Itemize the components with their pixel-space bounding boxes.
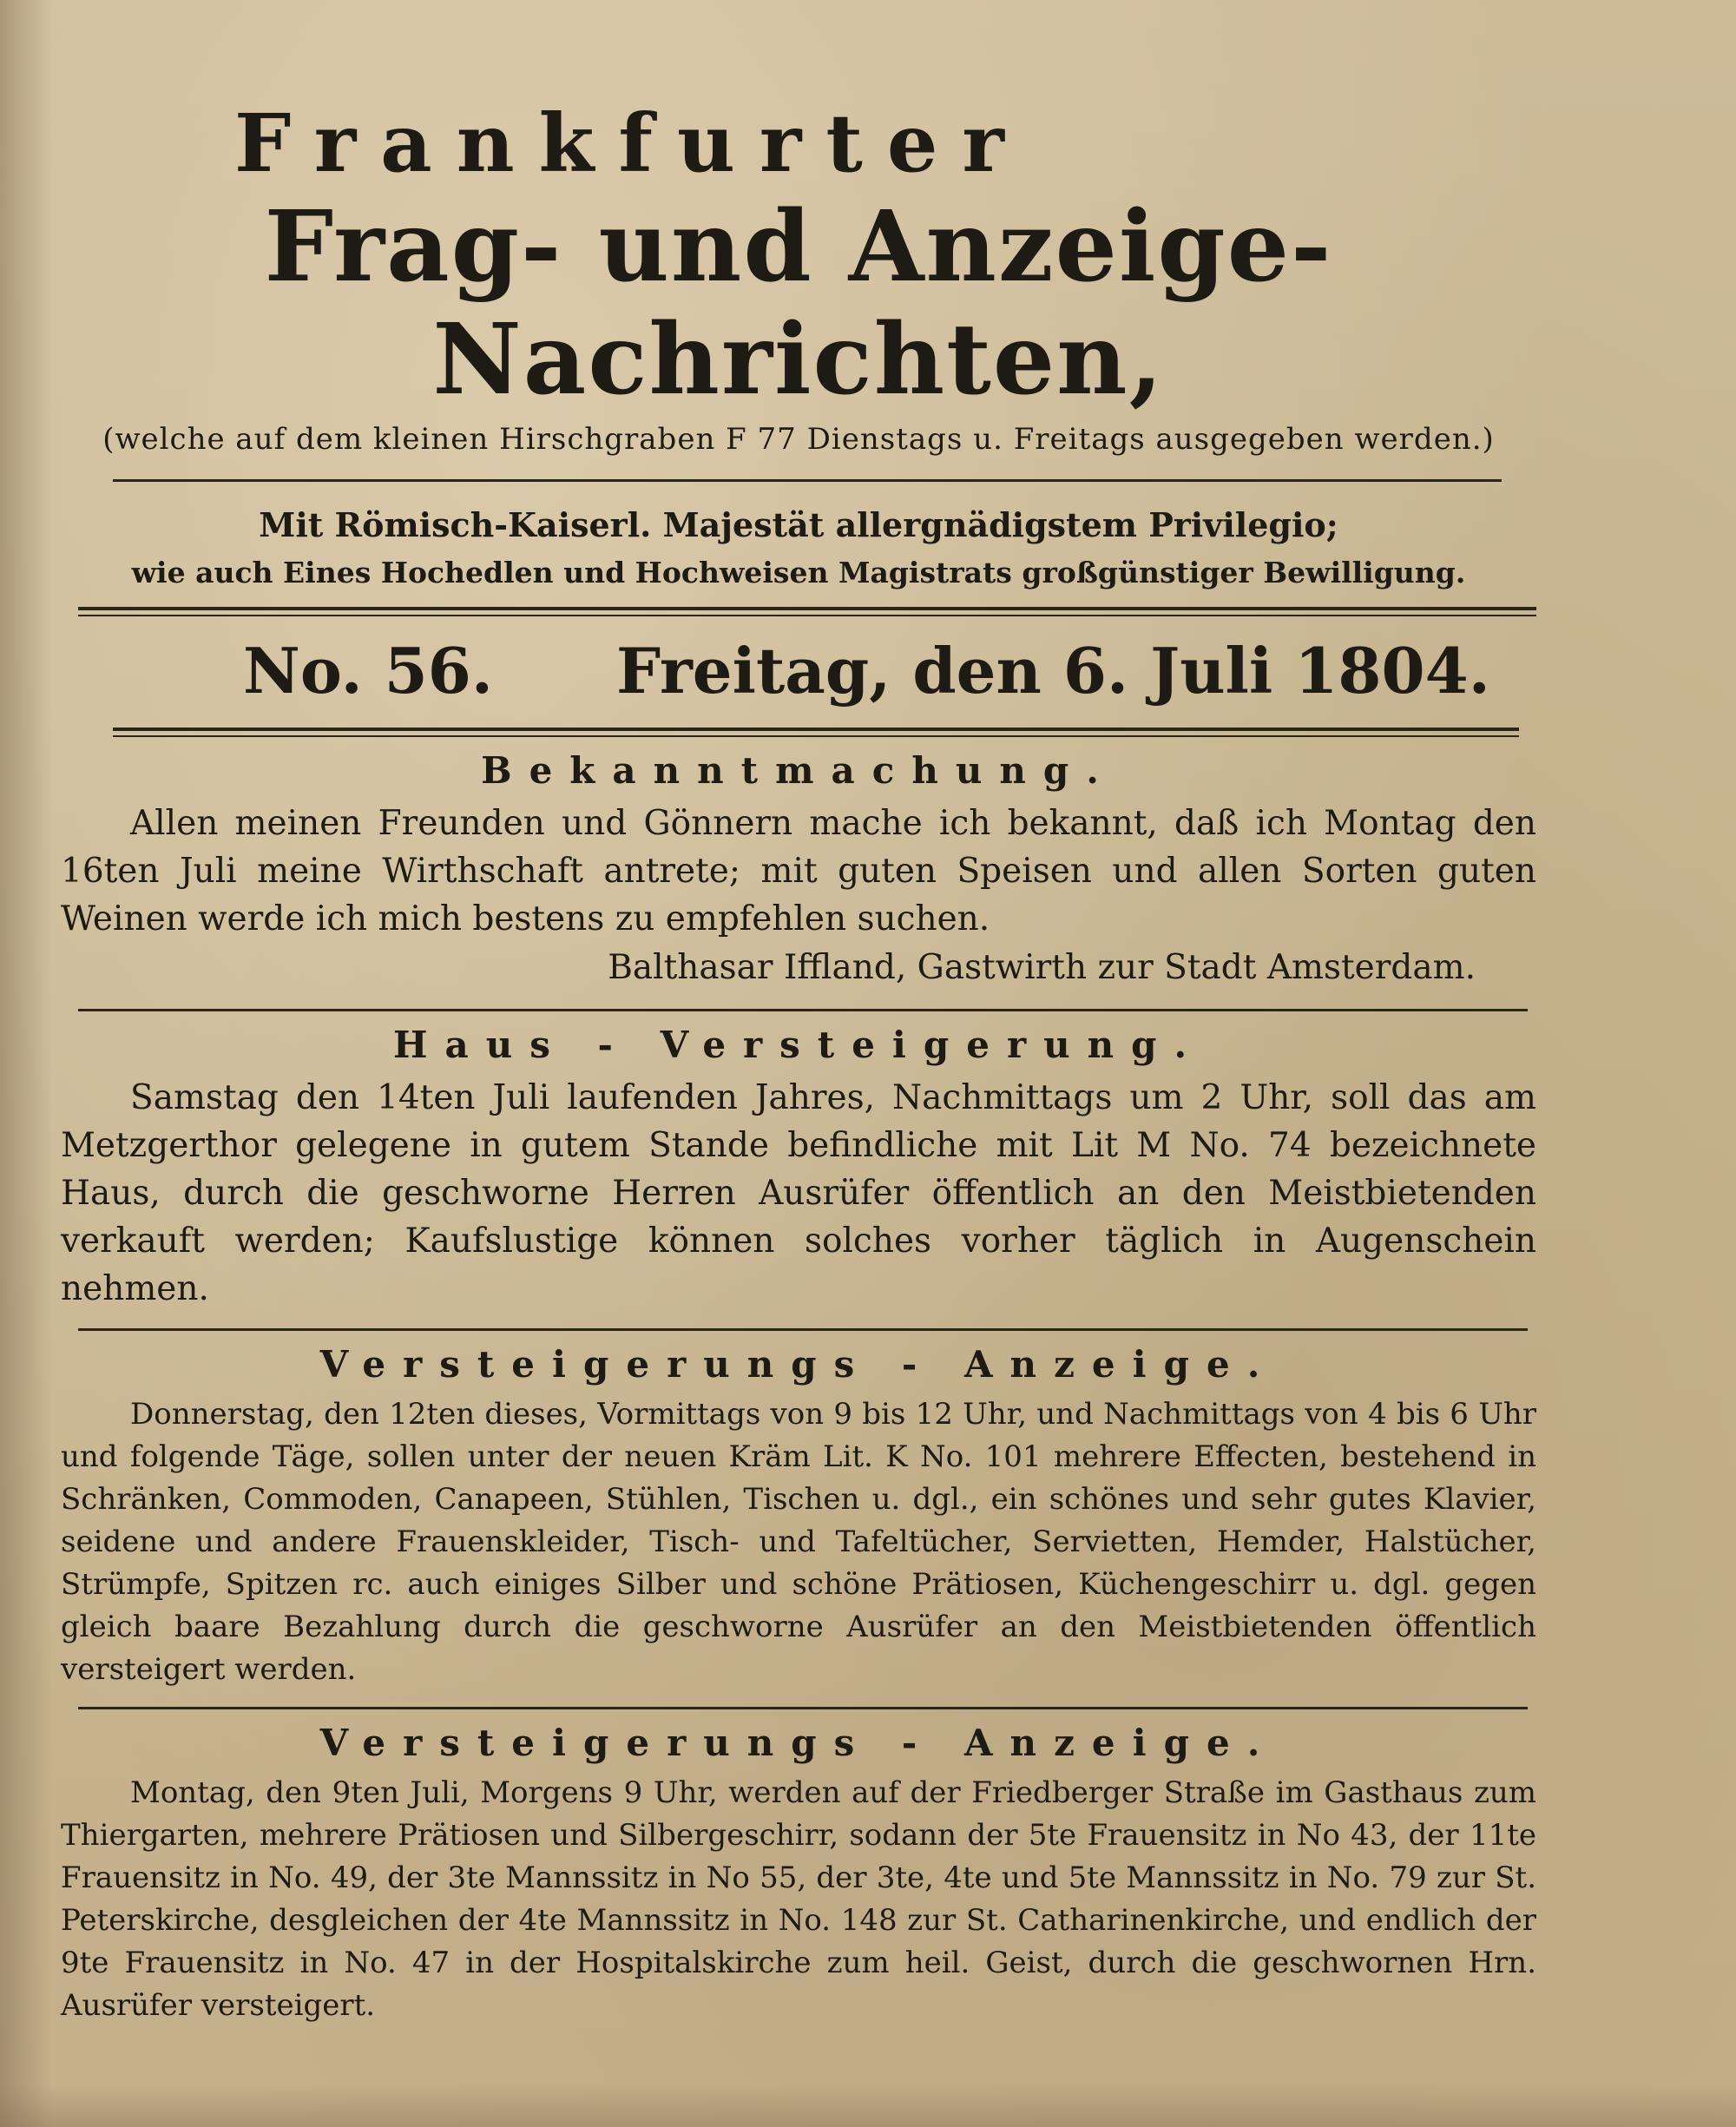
section-body: Donnerstag, den 12ten dieses, Vormittags von 9 bis 12 Uhr, und Nachmittags von 4 bis 6 Uhr und folgende Täge, sollen unter der neuen Kräm Lit. K No. 101 mehrere Effecten, bestehend in Schränken, Commoden, Canapeen, Stühlen, Tischen u. dgl., ein schönes und sehr gutes Klavier, seidene und andere Frauenskleider, Tisch- und Tafeltücher, Servietten, Hemder, Halstücher, Strümpfe, Spitzen rc. auch einiges Silber und schöne Prätiosen, Küchengeschirr u. dgl. gegen gleich baare Bezahlung durch die geschworne Ausrüfer an den Meistbietenden öffentlich versteigert werden. [61, 1397, 1536, 1687]
privilege-block [61, 499, 1536, 595]
auction-notice-section-2 [61, 1715, 1536, 2027]
page-shadow-bottom [0, 2084, 1736, 2127]
section-body: Allen meinen Freunden und Gönnern mache ich bekannt, daß ich Montag den 16ten Juli meine Wirthschaft antrete; mit guten Speisen und allen Sorten guten Weinen werde ich mich bestens zu empfehlen suchen. [61, 804, 1536, 938]
issue-divider-bottom [113, 728, 1519, 737]
announcement-section [61, 742, 1536, 993]
house-auction-section [61, 1017, 1536, 1313]
section-body: Samstag den 14ten Juli laufenden Jahres, Nachmittags um 2 Uhr, soll das am Metzgerthor gelegene in gutem Stande befindliche mit Lit M No. 74 bezeichnete Haus, durch die geschworne Herren Ausrüfer öffentlich an den Meistbietenden verkauft werden; Kaufslustige können solches vorher täglich in Augenschein nehmen. [61, 1078, 1536, 1308]
section-signature: Balthasar Iffland, Gastwirth zur Stadt Amsterdam. [608, 948, 1476, 987]
auction-notice-section-1 [61, 1336, 1536, 1691]
issue-date: Freitag, den 6. Juli 1804. [616, 634, 1490, 708]
issue-line [61, 623, 1536, 719]
masthead [61, 95, 1536, 458]
section-divider [78, 1328, 1528, 1331]
section-divider [78, 1009, 1528, 1011]
section-divider [78, 1707, 1528, 1709]
page-content [61, 95, 1536, 2027]
privilege-line-2: wie auch Eines Hochedlen und Hochweisen Magistrats großgünstiger Bewilligung. [131, 556, 1466, 589]
section-title: Versteigerungs - Anzeige. [319, 1722, 1278, 1764]
section-body: Montag, den 9ten Juli, Morgens 9 Uhr, werden auf der Friedberger Straße im Gasthaus zum Thiergarten, mehrere Prätiosen und Silbergeschirr, sodann der 5te Frauensitz in No 43, der 11te Frauensitz in No. 49, der 3te Mannssitz in No 55, der 3te, 4te und 5te Mannssitz in No. 79 zur St. Peterskirche, desgleichen der 4te Mannssitz in No. 148 zur St. Catharinenkirche, und endlich der 9te Frauensitz in No. 47 in der Hospitalskirche zum heil. Geist, durch die geschwornen Hrn. Ausrüfer versteigert. [61, 1775, 1536, 2023]
masthead-title: Frag- und Anzeige-Nachrichten, [264, 190, 1333, 417]
section-title: Haus - Versteigerung. [392, 1024, 1205, 1066]
masthead-divider [113, 479, 1502, 482]
privilege-line-1: Mit Römisch-Kaiserl. Majestät allergnädigstem Privilegio; [259, 505, 1338, 544]
issue-divider-top [78, 607, 1536, 616]
masthead-subline: (welche auf dem kleinen Hirschgraben F 77 Dienstags u. Freitags ausgegeben werden.) [102, 422, 1495, 457]
masthead-city: Frankfurter [234, 96, 1029, 190]
section-title: Versteigerungs - Anzeige. [319, 1343, 1278, 1386]
page-shadow-left [0, 0, 52, 2127]
section-title: Bekanntmachung. [481, 749, 1116, 792]
issue-number: No. 56. [243, 634, 493, 708]
